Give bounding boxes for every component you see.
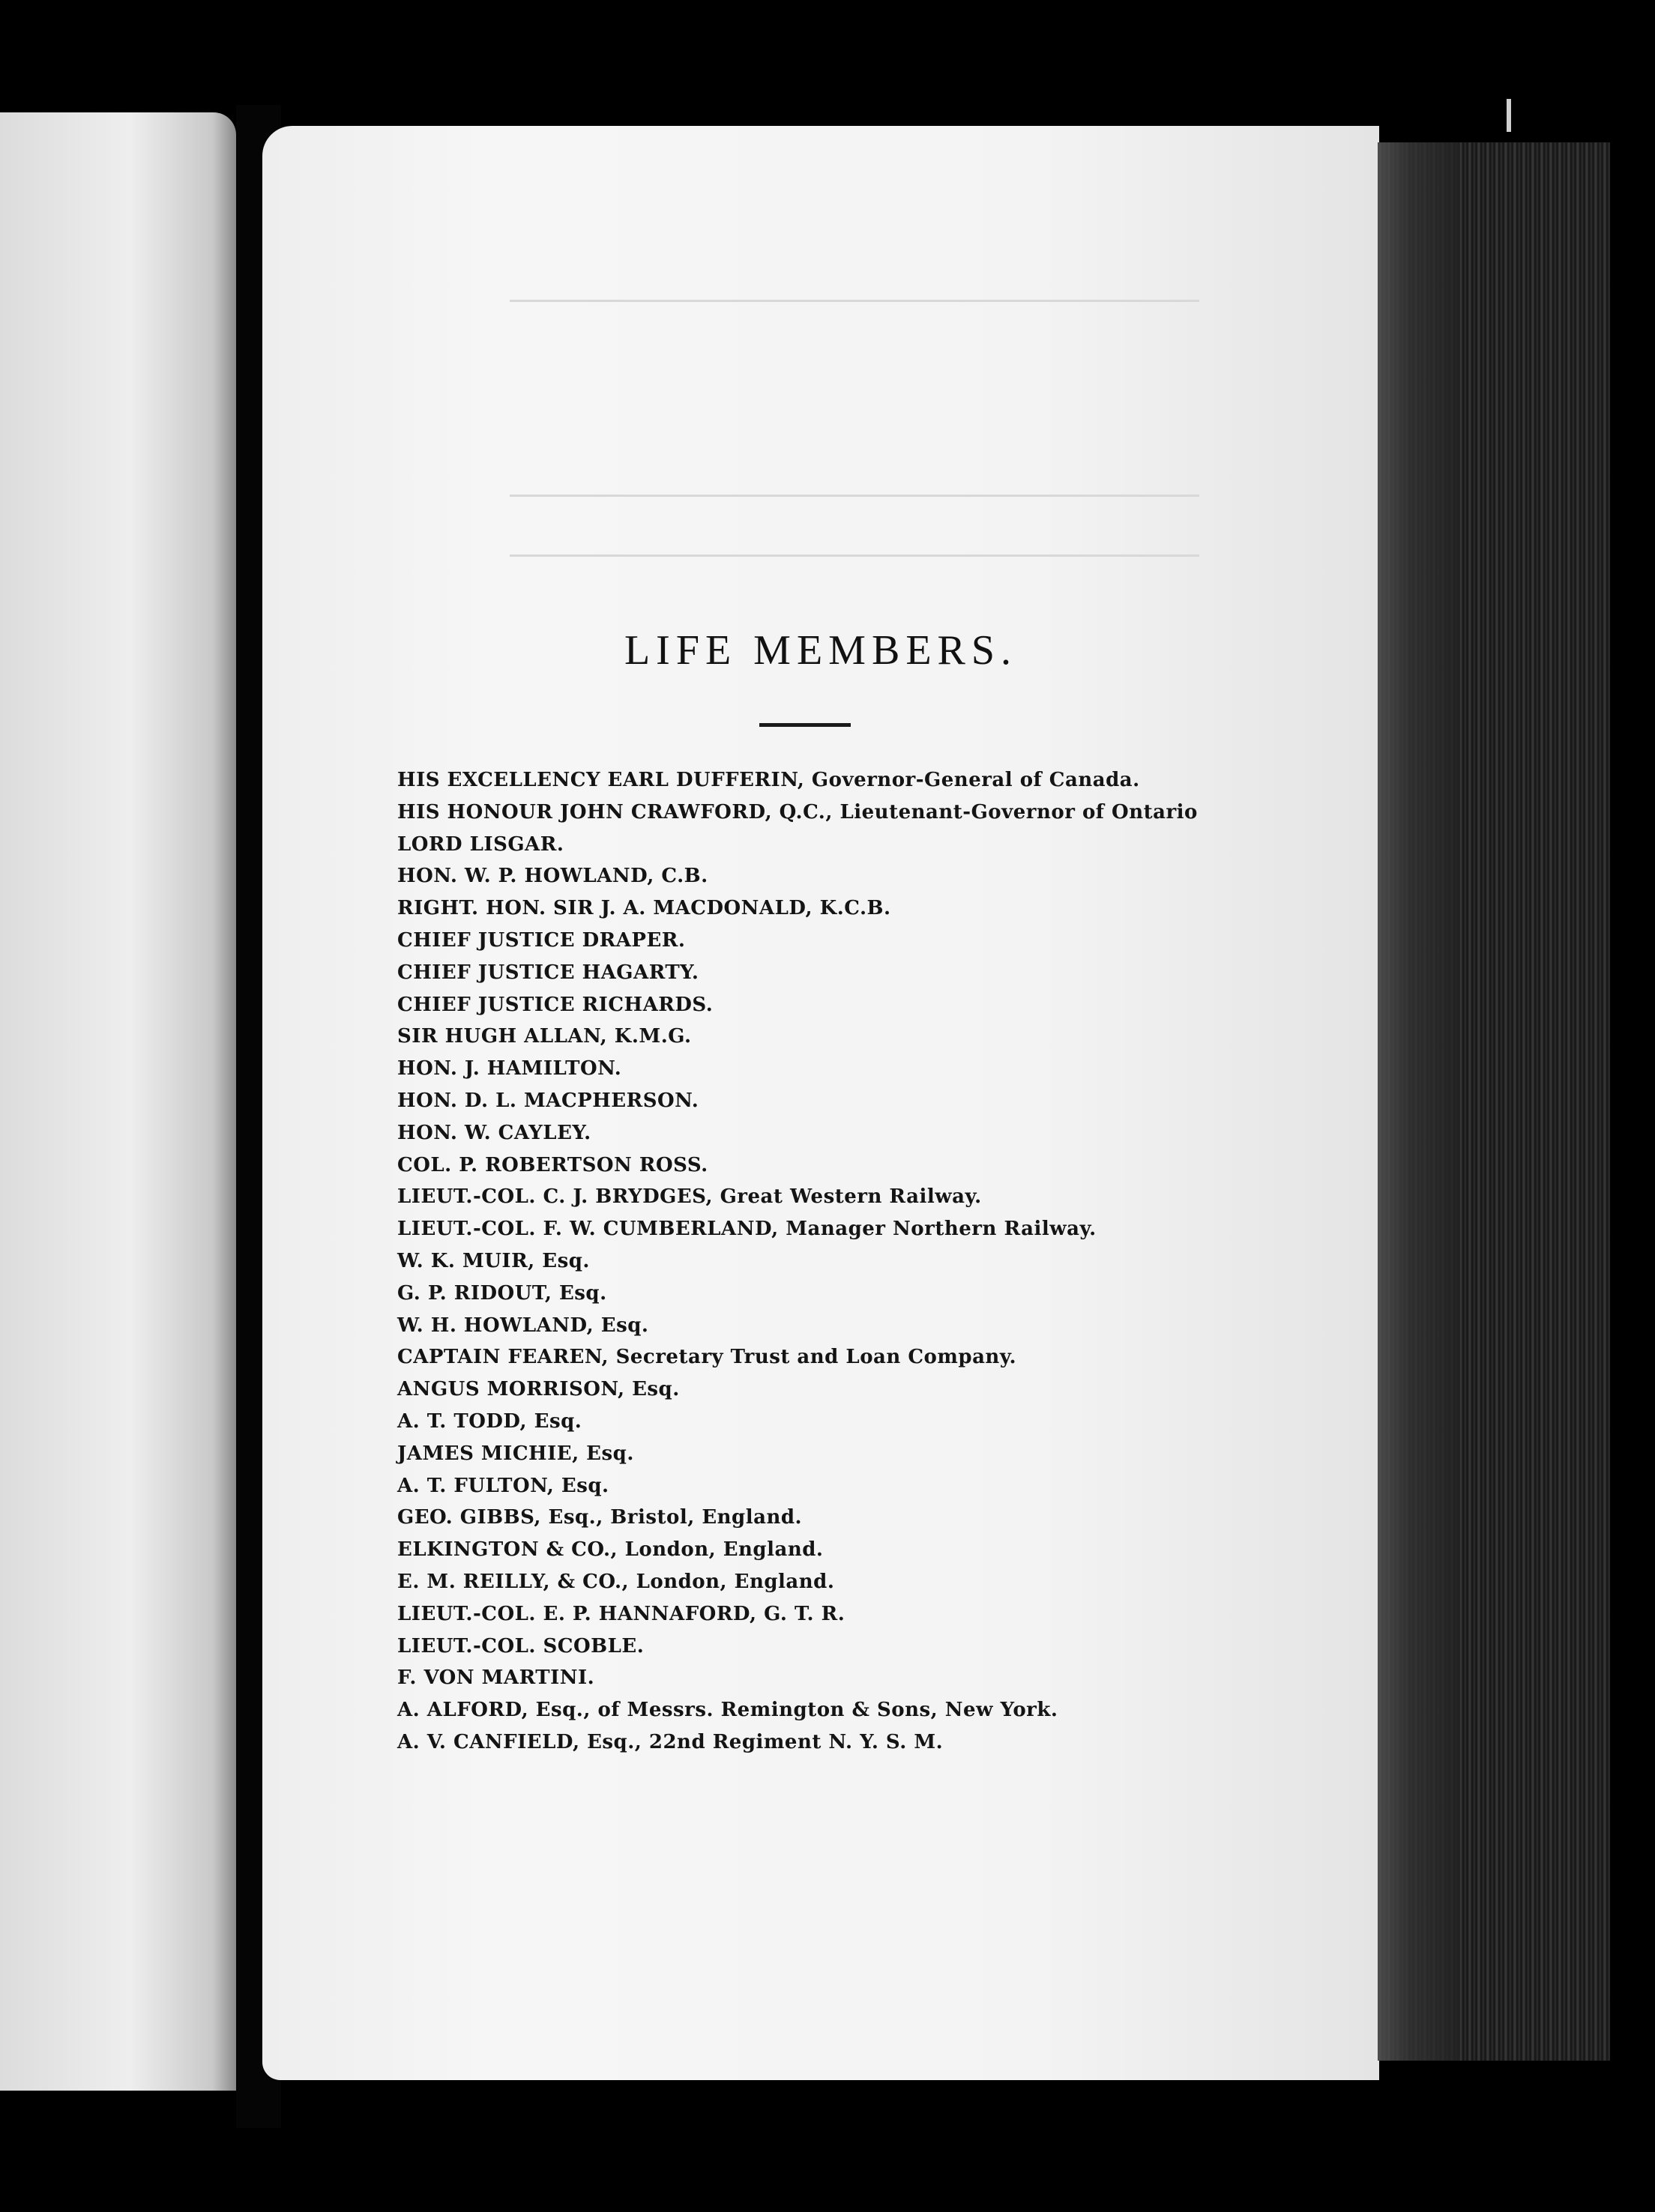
- bleed-through-line: [510, 300, 1199, 302]
- page-edges-stack: [1378, 142, 1610, 2061]
- member-entry: GEO. GIBBS, Esq., Bristol, England.: [397, 1506, 803, 1529]
- member-entry: LIEUT.-COL. SCOBLE.: [397, 1634, 645, 1658]
- member-entry: LORD LISGAR.: [397, 832, 564, 856]
- member-entry: HIS EXCELLENCY EARL DUFFERIN, Governor-General of Canada.: [397, 769, 1140, 791]
- member-entry: LIEUT.-COL. F. W. CUMBERLAND, Manager Northern Railway.: [397, 1218, 1097, 1241]
- member-entry: CHIEF JUSTICE RICHARDS.: [397, 993, 714, 1016]
- scan-edge-mark: [1507, 99, 1511, 132]
- members-list: [397, 764, 1222, 1759]
- member-entry: W. H. HOWLAND, Esq.: [397, 1314, 649, 1337]
- member-entry: W. K. MUIR, Esq.: [397, 1249, 590, 1272]
- page-title: LIFE MEMBERS.: [624, 627, 1018, 674]
- bleed-through-line: [510, 554, 1199, 557]
- member-entry: HON. J. HAMILTON.: [397, 1057, 622, 1081]
- member-entry: JAMES MICHIE, Esq.: [397, 1442, 634, 1465]
- member-entry: CHIEF JUSTICE DRAPER.: [397, 928, 686, 952]
- member-entry: HON. D. L. MACPHERSON.: [397, 1089, 699, 1112]
- member-entry: A. T. FULTON, Esq.: [397, 1474, 609, 1497]
- member-entry: RIGHT. HON. SIR J. A. MACDONALD, K.C.B.: [397, 897, 891, 920]
- member-entry: A. V. CANFIELD, Esq., 22nd Regiment N. Y. S. M.: [397, 1730, 944, 1753]
- member-entry: LIEUT.-COL. C. J. BRYDGES, Great Western Railway.: [397, 1185, 982, 1209]
- member-entry: CHIEF JUSTICE HAGARTY.: [397, 961, 699, 984]
- member-entry: A. T. TODD, Esq.: [397, 1409, 582, 1433]
- member-entry: ANGUS MORRISON, Esq.: [397, 1378, 680, 1401]
- member-entry: A. ALFORD, Esq., of Messrs. Remington & Sons, New York.: [397, 1699, 1058, 1722]
- member-entry: G. P. RIDOUT, Esq.: [397, 1281, 607, 1305]
- member-entry: SIR HUGH ALLAN, K.M.G.: [397, 1025, 692, 1048]
- member-entry: COL. P. ROBERTSON ROSS.: [397, 1153, 708, 1176]
- bleed-through-line: [510, 495, 1199, 497]
- member-entry: LIEUT.-COL. E. P. HANNAFORD, G. T. R.: [397, 1602, 845, 1625]
- member-entry: CAPTAIN FEAREN, Secretary Trust and Loan Company.: [397, 1346, 1016, 1369]
- member-entry: HIS HONOUR JOHN CRAWFORD, Q.C., Lieutenant-Governor of Ontario: [397, 800, 1198, 824]
- member-entry: E. M. REILLY, & CO., London, England.: [397, 1570, 835, 1593]
- member-entry: F. VON MARTINI.: [397, 1666, 595, 1690]
- member-entry: HON. W. P. HOWLAND, C.B.: [397, 865, 708, 888]
- title-rule: [759, 723, 851, 727]
- member-entry: ELKINGTON & CO., London, England.: [397, 1538, 824, 1562]
- member-entry: HON. W. CAYLEY.: [397, 1121, 591, 1144]
- facing-page-left: [0, 112, 236, 2091]
